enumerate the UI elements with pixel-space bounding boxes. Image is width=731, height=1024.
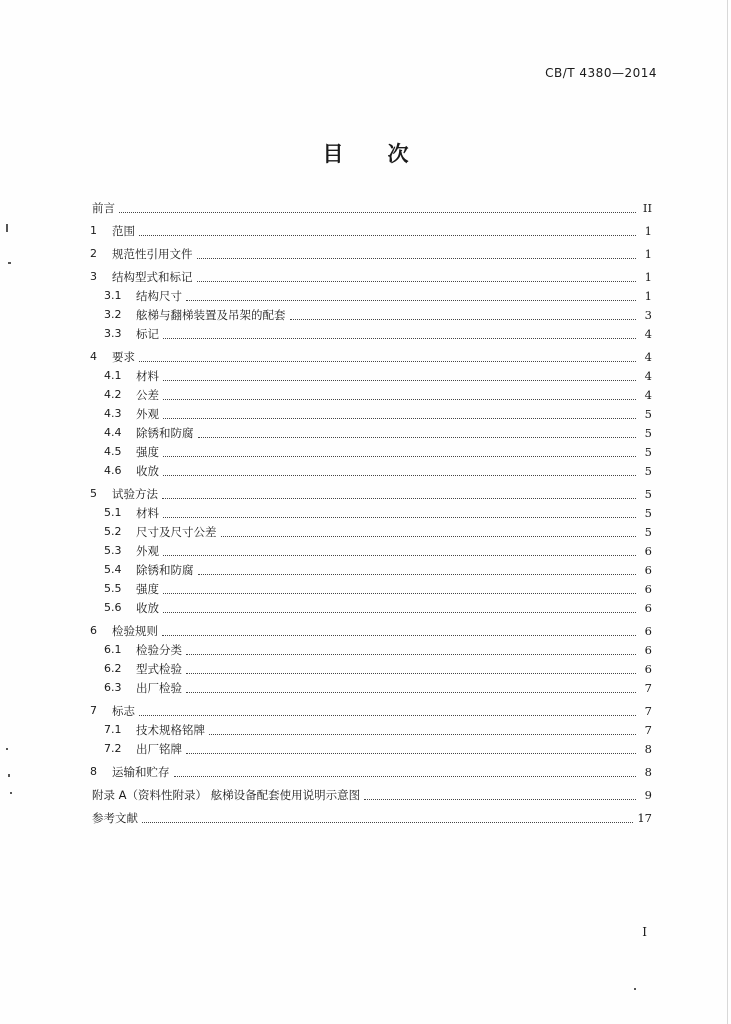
toc-leader-dots (119, 211, 636, 213)
toc-leader-dots (186, 691, 636, 693)
toc-entry-label: 尺寸及尺寸公差 (136, 524, 217, 539)
toc-entry-label: 舷梯与翻梯装置及吊架的配套 (136, 307, 286, 322)
toc-entry (90, 579, 652, 598)
toc-entry (90, 305, 652, 324)
toc-entry (90, 541, 652, 560)
toc-entry-page: 6 (644, 600, 652, 615)
toc-entry-label: 标记 (136, 326, 159, 341)
toc-entry (90, 640, 652, 659)
toc-entry-page: 5 (644, 463, 652, 478)
toc-leader-dots (163, 474, 636, 476)
toc-entry-page: II (642, 200, 652, 215)
scan-speck (634, 988, 636, 990)
toc-leader-dots (163, 516, 636, 518)
standard-number: CB/T 4380—2014 (545, 66, 657, 80)
toc-entry-label: 前言 (92, 200, 115, 215)
toc-entry-label: 除锈和防腐 (136, 425, 194, 440)
toc-entry (90, 598, 652, 617)
toc-entry-label: 运输和贮存 (112, 764, 170, 779)
toc-entry-page: 5 (644, 444, 652, 459)
toc-entry-label: 除锈和防腐 (136, 562, 194, 577)
toc-entry-label: 材料 (136, 368, 159, 383)
toc-entry-label: 公差 (136, 387, 159, 402)
toc-entry-page: 5 (644, 425, 652, 440)
toc-entry-page: 4 (644, 368, 652, 383)
toc-entry-page: 5 (644, 406, 652, 421)
toc-entry-page: 6 (644, 543, 652, 558)
toc-entry-number: 2 (90, 247, 97, 260)
toc-leader-dots (163, 455, 636, 457)
toc-entry-page: 5 (644, 505, 652, 520)
toc-entry-label: 出厂铭牌 (136, 741, 182, 756)
scan-speck (6, 748, 8, 750)
toc-entry (90, 678, 652, 697)
toc-leader-dots (197, 257, 637, 259)
toc-leader-dots (139, 234, 636, 236)
toc-entry-number: 3.2 (104, 308, 122, 321)
toc-entry-page: 9 (644, 787, 652, 802)
toc-leader-dots (162, 634, 636, 636)
page-number: I (642, 925, 647, 939)
toc-entry-number: 3.1 (104, 289, 122, 302)
toc-entry (90, 808, 652, 827)
toc-entry-label: 技术规格铭牌 (136, 722, 205, 737)
toc-entry-page: 17 (637, 810, 652, 825)
toc-entry-number: 5.1 (104, 506, 122, 519)
toc-leader-dots (197, 280, 637, 282)
toc-entry-number: 6.2 (104, 662, 122, 675)
toc-entry-number: 7.2 (104, 742, 122, 755)
toc-entry (90, 404, 652, 423)
toc-entry-label: 试验方法 (112, 486, 158, 501)
toc-entry (90, 221, 652, 240)
toc-leader-dots (139, 360, 636, 362)
page-title: 目次 (322, 142, 453, 166)
toc-entry-page: 1 (644, 288, 652, 303)
toc-entry-label: 范围 (112, 223, 135, 238)
toc-entry (90, 503, 652, 522)
toc-entry-page: 6 (644, 661, 652, 676)
toc-entry-page: 4 (644, 326, 652, 341)
toc-entry-page: 6 (644, 562, 652, 577)
toc-entry (90, 621, 652, 640)
toc-entry (90, 244, 652, 263)
toc-entry (90, 762, 652, 781)
toc-entry-label: 附录 A（资料性附录） 舷梯设备配套使用说明示意图 (92, 787, 361, 802)
toc-entry (90, 701, 652, 720)
toc-entry-label: 要求 (112, 349, 135, 364)
toc-entry-label: 结构型式和标记 (112, 269, 193, 284)
scan-speck (10, 792, 12, 794)
toc-entry-page: 4 (644, 349, 652, 364)
toc-entry (90, 484, 652, 503)
toc-entry-label: 出厂检验 (136, 680, 182, 695)
toc-entry-label: 标志 (112, 703, 135, 718)
toc-entry-label: 材料 (136, 505, 159, 520)
toc-entry (90, 739, 652, 758)
toc-entry-page: 5 (644, 524, 652, 539)
toc-entry-label: 型式检验 (136, 661, 182, 676)
toc-entry-label: 规范性引用文件 (112, 246, 193, 261)
toc-entry-number: 5.2 (104, 525, 122, 538)
toc-entry-number: 4.1 (104, 369, 122, 382)
toc-leader-dots (186, 752, 636, 754)
toc-entry-number: 5 (90, 487, 97, 500)
toc-leader-dots (163, 554, 636, 556)
toc-entry (90, 560, 652, 579)
toc-entry (90, 442, 652, 461)
toc-leader-dots (174, 775, 637, 777)
toc-entry-number: 7.1 (104, 723, 122, 736)
toc-entry-number: 3 (90, 270, 97, 283)
toc-leader-dots (186, 672, 636, 674)
toc-entry-number: 3.3 (104, 327, 122, 340)
toc-entry-page: 5 (644, 486, 652, 501)
toc-leader-dots (142, 821, 633, 823)
table-of-contents (90, 198, 652, 827)
toc-leader-dots (186, 653, 636, 655)
toc-entry-page: 1 (644, 269, 652, 284)
toc-entry-label: 结构尺寸 (136, 288, 182, 303)
toc-entry-page: 8 (644, 764, 652, 779)
toc-entry-number: 6.1 (104, 643, 122, 656)
toc-entry-page: 6 (644, 581, 652, 596)
toc-entry-label: 外观 (136, 543, 159, 558)
toc-entry (90, 423, 652, 442)
toc-entry (90, 347, 652, 366)
toc-leader-dots (186, 299, 636, 301)
toc-entry-label: 外观 (136, 406, 159, 421)
toc-entry-label: 收放 (136, 600, 159, 615)
toc-entry-number: 4.4 (104, 426, 122, 439)
toc-entry (90, 461, 652, 480)
toc-entry-number: 5.4 (104, 563, 122, 576)
toc-leader-dots (221, 535, 637, 537)
toc-leader-dots (290, 318, 637, 320)
toc-entry-label: 强度 (136, 581, 159, 596)
toc-leader-dots (163, 417, 636, 419)
toc-entry-number: 5.5 (104, 582, 122, 595)
toc-leader-dots (162, 497, 636, 499)
toc-entry-number: 4.5 (104, 445, 122, 458)
toc-leader-dots (198, 436, 637, 438)
toc-leader-dots (139, 714, 636, 716)
toc-leader-dots (209, 733, 636, 735)
toc-entry-number: 8 (90, 765, 97, 778)
toc-entry-label: 检验规则 (112, 623, 158, 638)
toc-leader-dots (364, 798, 636, 800)
toc-entry (90, 366, 652, 385)
toc-leader-dots (163, 379, 636, 381)
toc-entry (90, 267, 652, 286)
toc-entry-number: 6 (90, 624, 97, 637)
toc-entry-label: 收放 (136, 463, 159, 478)
toc-entry-page: 1 (644, 246, 652, 261)
toc-entry (90, 522, 652, 541)
toc-leader-dots (163, 611, 636, 613)
toc-entry-number: 5.6 (104, 601, 122, 614)
toc-entry (90, 198, 652, 217)
toc-entry (90, 785, 652, 804)
toc-entry-page: 4 (644, 387, 652, 402)
toc-entry-page: 7 (644, 722, 652, 737)
toc-entry-page: 3 (644, 307, 652, 322)
toc-entry-number: 6.3 (104, 681, 122, 694)
toc-entry-page: 7 (644, 680, 652, 695)
toc-entry-page: 6 (644, 642, 652, 657)
scan-speck (8, 262, 11, 264)
scan-speck (6, 224, 8, 232)
toc-leader-dots (163, 337, 636, 339)
toc-entry-page: 1 (644, 223, 652, 238)
toc-entry (90, 385, 652, 404)
toc-entry (90, 659, 652, 678)
toc-entry-page: 8 (644, 741, 652, 756)
toc-entry-number: 4.2 (104, 388, 122, 401)
toc-entry-number: 1 (90, 224, 97, 237)
scan-speck (8, 774, 10, 777)
toc-entry-number: 5.3 (104, 544, 122, 557)
toc-entry-page: 6 (644, 623, 652, 638)
toc-entry-label: 检验分类 (136, 642, 182, 657)
toc-entry-label: 强度 (136, 444, 159, 459)
toc-leader-dots (163, 592, 636, 594)
toc-entry (90, 324, 652, 343)
toc-entry-number: 4.6 (104, 464, 122, 477)
toc-entry (90, 286, 652, 305)
toc-entry-number: 4 (90, 350, 97, 363)
toc-entry-label: 参考文献 (92, 810, 138, 825)
toc-entry-page: 7 (644, 703, 652, 718)
toc-entry-number: 7 (90, 704, 97, 717)
toc-entry-number: 4.3 (104, 407, 122, 420)
toc-leader-dots (198, 573, 637, 575)
toc-entry (90, 720, 652, 739)
toc-leader-dots (163, 398, 636, 400)
